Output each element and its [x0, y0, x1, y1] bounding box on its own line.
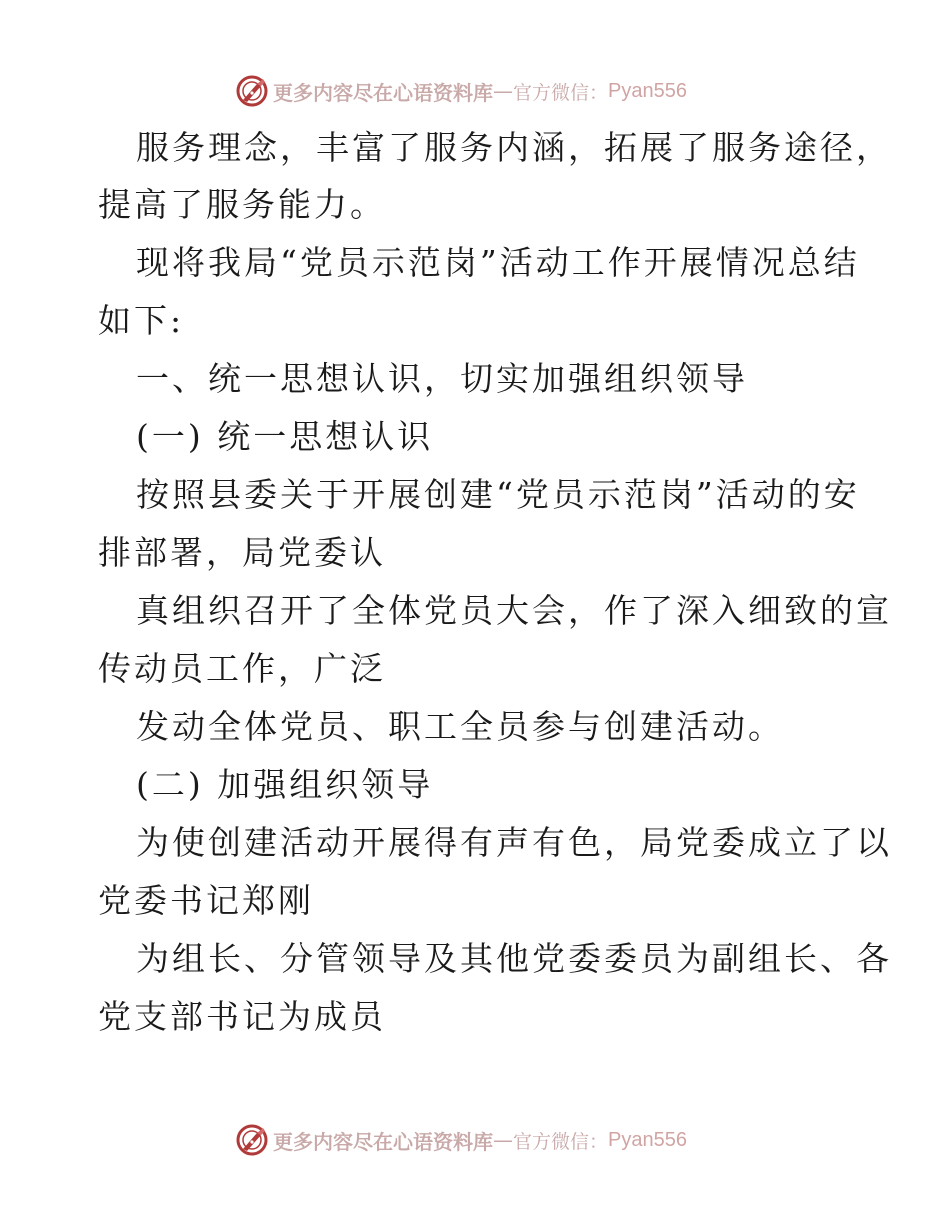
paragraph-line: 传动员工作，广泛 — [98, 649, 386, 688]
paragraph-line: 为使创建活动开展得有声有色，局党委成立了以 — [136, 823, 892, 862]
section-heading: 一、统一思想认识，切实加强组织领导 — [136, 359, 748, 398]
paragraph-line: 真组织召开了全体党员大会，作了深入细致的宣 — [136, 591, 892, 630]
banner-wechat-id: Pyan556 — [608, 79, 687, 102]
paragraph-line: 按照县委关于开展创建“党员示范岗”活动的安 — [136, 475, 860, 514]
banner-wechat-id: Pyan556 — [608, 1128, 687, 1151]
paragraph-line: 如下: — [98, 301, 185, 340]
paragraph-line: 发动全体党员、职工全员参与创建活动。 — [136, 707, 784, 746]
footer-banner — [235, 1122, 687, 1158]
subsection-heading: (二) 加强组织领导 — [136, 765, 434, 804]
banner-title: 更多内容尽在心语资料库 — [273, 80, 493, 105]
banner-wechat-label: 官方微信： — [513, 81, 609, 104]
subsection-heading: (一) 统一思想认识 — [136, 417, 434, 456]
paragraph-line: 为组长、分管领导及其他党委委员为副组长、各 — [136, 939, 892, 978]
banner-wechat-label: 官方微信： — [513, 1130, 609, 1153]
pen-nib-logo-icon — [235, 1123, 269, 1157]
pen-nib-logo-icon — [235, 74, 269, 108]
header-banner — [235, 73, 687, 109]
banner-dash: — — [493, 79, 513, 103]
banner-dash: — — [493, 1128, 513, 1152]
paragraph-line: 党委书记郑刚 — [98, 881, 314, 920]
paragraph-line: 党支部书记为成员 — [98, 997, 386, 1036]
paragraph-line: 排部署，局党委认 — [98, 533, 386, 572]
banner-title: 更多内容尽在心语资料库 — [273, 1129, 493, 1154]
paragraph-line: 提高了服务能力。 — [98, 185, 386, 224]
paragraph-line: 服务理念，丰富了服务内涵，拓展了服务途径， — [136, 128, 892, 167]
paragraph-line: 现将我局“党员示范岗”活动工作开展情况总结 — [136, 243, 860, 282]
